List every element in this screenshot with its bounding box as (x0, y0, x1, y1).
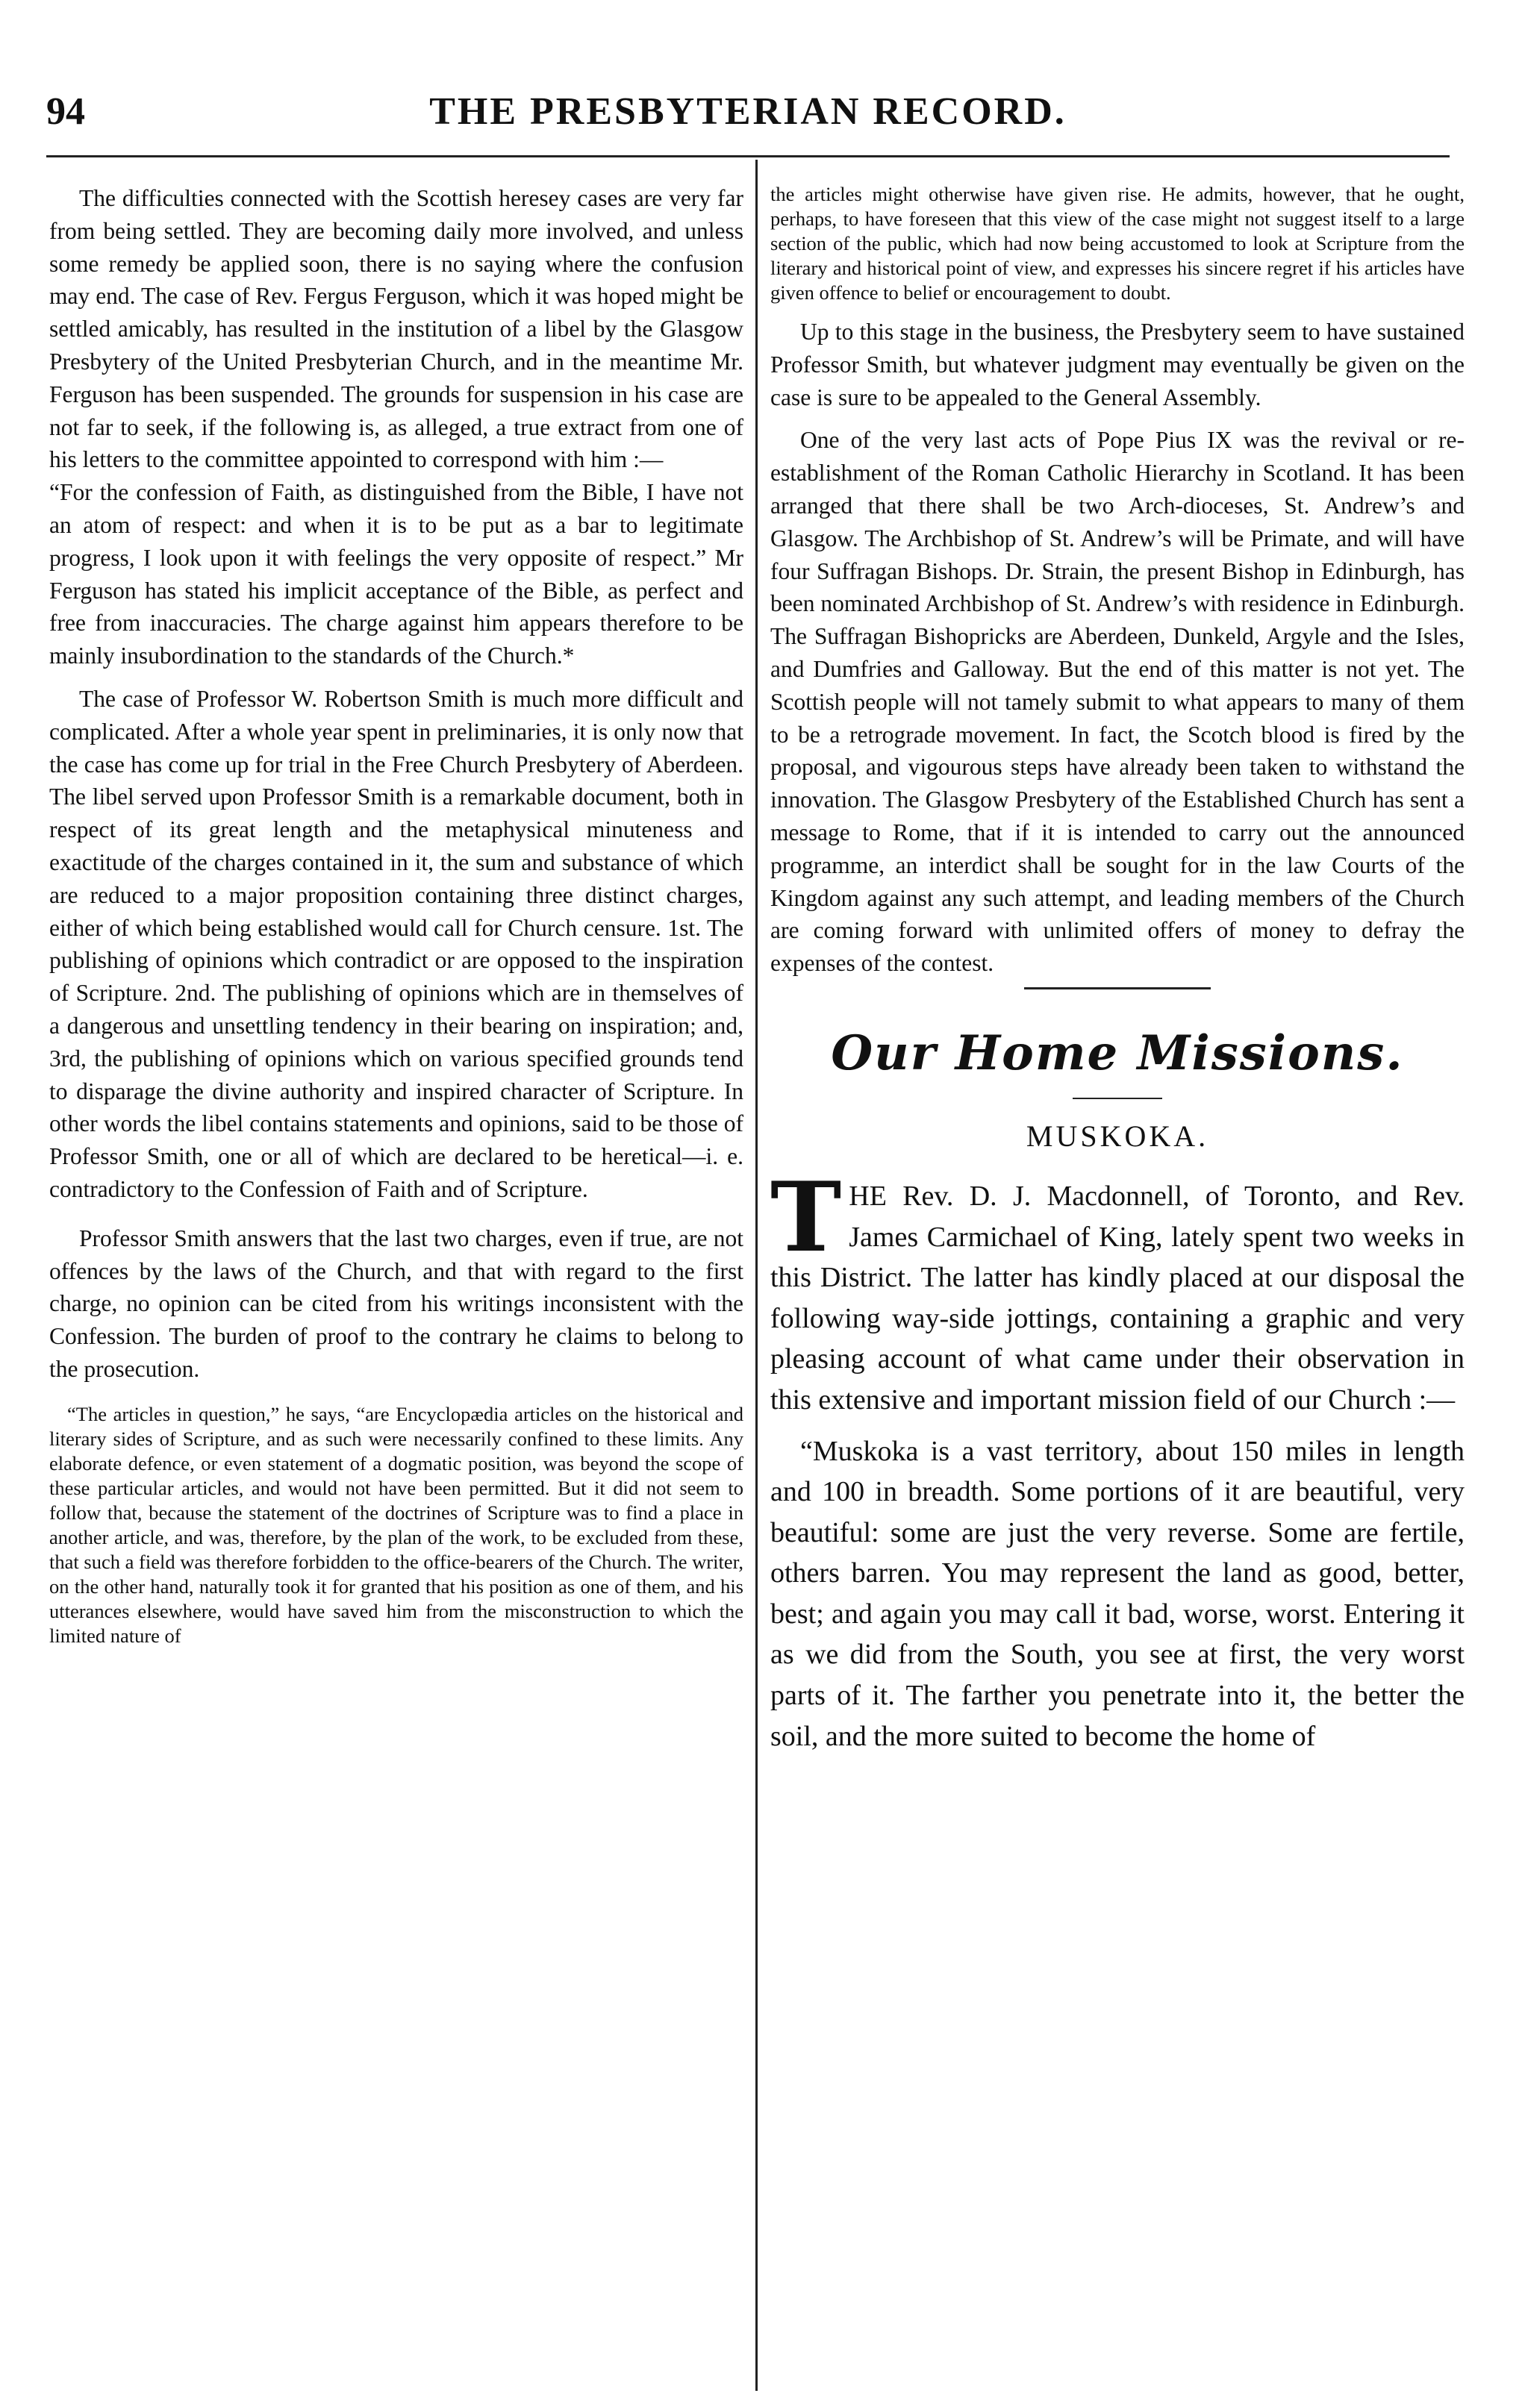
header-rule (46, 155, 1450, 157)
quoted-paragraph-continued: the articles might otherwise have given rise. He admits, however, that he ought, perhaps, to have foreseen that this view of the case might not suggest itself to a large section of the public, which had now being accustomed to look at Scripture from the literary and historical point of view, and expresses his sincere regret if his articles have given offence to belief or encouragement to doubt. (770, 183, 1465, 304)
article-paragraph: The difficulties connected with the Scottish heresey cases are very far from being settled. They are becoming daily more involved, and unless some remedy be applied soon, there is no saying where the confusion may end. The case of Rev. Fergus Ferguson, which it was hoped might be settled amicably, has resulted in the institution of a libel by the Glasgow Presbytery of the United Presbyterian Church, and in the meantime Mr. Ferguson has been suspended. The grounds for suspension in his case are not far to seek, if the following is, as alleged, a true extract from one of his letters to the committee appointed to correspond with him :— (49, 185, 743, 473)
lead-paragraph: HE Rev. D. J. Macdonnell, of Toronto, and Rev. James Carmichael of King, lately spent two weeks in this District. The latter has kindly placed at our disposal the following way-side jottings, containing a graphic and very pleasing account of what came under their observation in this extensive and important mission field of our Church :— (770, 1180, 1465, 1416)
article-paragraph: One of the very last acts of Pope Pius IX was the revival or re-establishment of the Roman Catholic Hierarchy in Scotland. It has been arranged that there shall be two Arch-dioceses, St. Andrew’s and Glasgow. The Archbishop of St. Andrew’s will be Primate, and will have four Suffragan Bishops. Dr. Strain, the present Bishop in Edinburgh, has been nominated Archbishop of St. Andrew’s with residence in Edinburgh. The Suffragan Bishopricks are Aberdeen, Dunkeld, Argyle and the Isles, and Dumfries and Galloway. But the end of this matter is not yet. The Scottish people will not tamely submit to what appears to many of them to be a retrograde movement. In fact, the Scotch blood is fired by the proposal, and vigourous steps have already been taken to withstand the innovation. The Glasgow Presbytery of the Established Church has sent a message to Rome, that if it is intended to carry out the announced programme, an interdict shall be sought for in the law Courts of the Kingdom against any such attempt, and leading members of the Church are coming forward with unlimited offers of money to defray the expenses of the contest. (770, 427, 1465, 977)
subheading: MUSKOKA. (1026, 1119, 1209, 1153)
page-number: 94 (46, 90, 85, 133)
heading-underline (1073, 1098, 1162, 1099)
drop-cap: T (770, 1161, 842, 1274)
column-divider (755, 160, 758, 2391)
section-heading: Our Home Missions. (831, 1025, 1404, 1081)
right-column (770, 182, 1465, 1757)
article-paragraph: The case of Professor W. Robertson Smith is much more difficult and complicated. After a whole year spent in preliminaries, it is only now that the case has come up for trial in the Free Church Presbytery of Aberdeen. The libel served upon Professor Smith is a remarkable document, both in respect of its great length and the metaphysical minuteness and exactitude of the charges contained in it, the sum and substance of which are reduced to a major proposition containing three distinct charges, either of which being established would call for Church censure. 1st. The publishing of opinions which contradict or are opposed to the inspiration of Scripture. 2nd. The publishing of opinions which are in themselves of a dangerous and unsettling tendency in their bearing on inspiration; and, 3rd, the publishing of opinions which on various specified grounds tend to disparage the divine authority and inspired character of Scripture. In other words the libel contains statements and opinions, said to be those of Professor Smith, one or all of which are declared to be heretical—i. e. contradictory to the Confession of Faith and of Scripture. (49, 685, 743, 1202)
article-paragraph: “For the confession of Faith, as distinguished from the Bible, I have not an atom of respect: and when it is to be put as a bar to legitimate progress, I look upon it with feelings the very opposite of respect.” Mr Ferguson has stated his implicit acceptance of the Bible, as perfect and free from inaccuracies. The charge against him appears therefore to be mainly insubordination to the standards of the Church.* (49, 479, 743, 669)
article-paragraph: Up to this stage in the business, the Presbytery seem to have sustained Professor Smith, but whatever judgment may eventually be given on the case is sure to be appealed to the General Assembly. (770, 319, 1465, 410)
page-header (46, 90, 1450, 149)
section-divider (1024, 987, 1211, 989)
lead-paragraph-block (770, 1161, 1465, 1421)
journal-title: THE PRESBYTERIAN RECORD. (429, 90, 1067, 133)
left-column (49, 182, 743, 1648)
quoted-paragraph: “The articles in question,” he says, “are Encyclopædia articles on the historical and literary sides of Scripture, and as such were necessarily confined to these limits. Any elaborate defence, or even statement of a dogmatic position, was beyond the scope of these particular articles, and would not have been permitted. But it did not seem to follow that, because the statement of the doctrines of Scripture was to find a place in another article, and was, therefore, by the plan of the work, to be excluded from these, that such a field was therefore forbidden to the office-bearers of the Church. The writer, on the other hand, naturally took it for granted that his position as one of them, and his utterances elsewhere, would have saved him from the misconstruction to which the limited nature of (49, 1402, 743, 1647)
article-paragraph: Professor Smith answers that the last two charges, even if true, are not offences by the laws of the Church, and that with regard to the first charge, no opinion can be cited from his writings inconsistent with the Confession. The burden of proof to the contrary he claims to belong to the prosecution. (49, 1225, 743, 1382)
article-paragraph: “Muskoka is a vast territory, about 150 miles in length and 100 in breadth. Some portions of it are beautiful, very beautiful: some are just the very reverse. Some are fertile, others barren. You may represent the land as good, better, best; and again you may call it bad, worse, worst. Entering it as we did from the South, you see at first, the very worst parts of it. The farther you penetrate into it, the better the soil, and the more suited to become the home of (770, 1435, 1465, 1752)
